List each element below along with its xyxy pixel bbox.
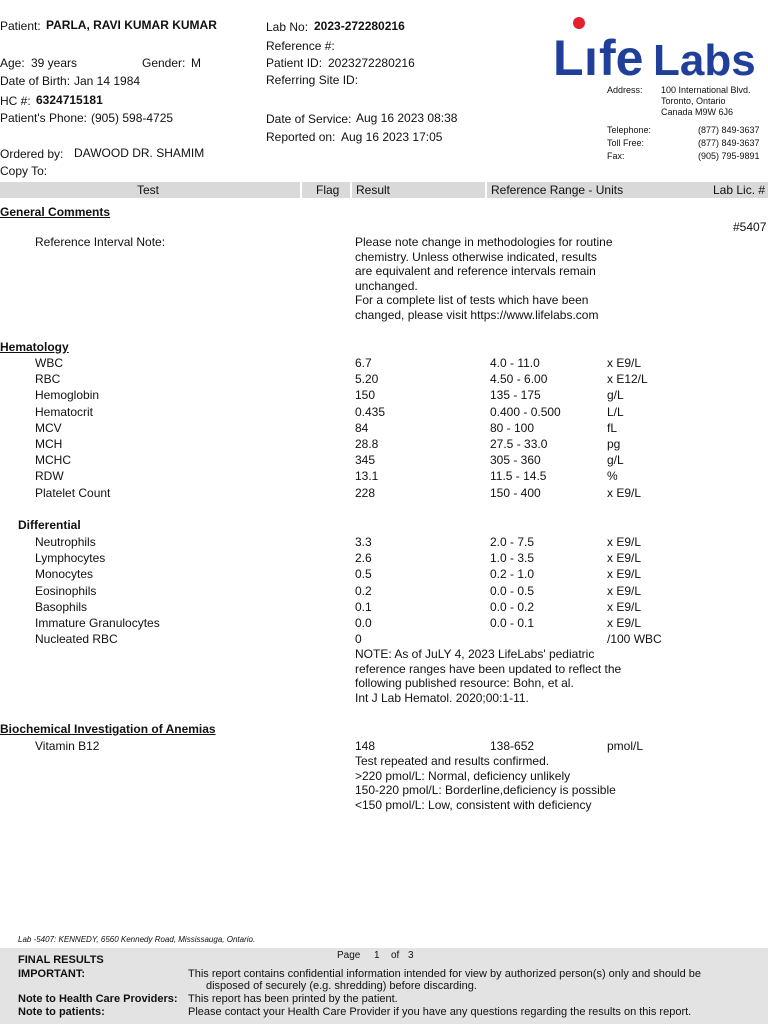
result-unit: x E9/L (607, 616, 642, 630)
lab-license-number: #5407 (733, 220, 767, 234)
result-row (0, 372, 768, 388)
page-label: Page (337, 950, 361, 961)
age-value: 39 years (31, 56, 78, 70)
reference-range: 0.400 - 0.500 (490, 404, 561, 419)
svg-text:L: L (553, 30, 584, 84)
result-unit: pmol/L (607, 739, 644, 753)
reported-on-label: Reported on: (266, 130, 336, 144)
test-name: Hematocrit (35, 404, 94, 419)
vitamin-b12-note (355, 754, 616, 812)
result-value: 0.0 (355, 616, 372, 630)
test-name: Eosinophils (35, 583, 97, 598)
note-line: following published resource: Bohn, et al. (355, 676, 574, 690)
result-value: 13.1 (355, 469, 379, 484)
note-line: Please note change in methodologies for routine (355, 235, 613, 249)
result-value: 5.20 (355, 372, 379, 387)
test-name: Nucleated RBC (35, 632, 118, 647)
address-line-2: Toronto, Ontario (661, 96, 726, 106)
column-flag: Flag (316, 183, 340, 197)
test-name: Platelet Count (35, 485, 111, 500)
patient-note-label: Note to patients: (18, 1006, 105, 1018)
patient-id-value: 2023272280216 (328, 56, 415, 70)
result-value: 345 (355, 453, 376, 468)
result-unit: g/L (607, 453, 624, 468)
footer-bar (0, 948, 768, 1024)
lifelabs-logo (553, 14, 768, 84)
result-value: 0.435 (355, 404, 386, 419)
telephone-label: Telephone: (607, 125, 652, 135)
reference-range: 27.5 - 33.0 (490, 437, 548, 451)
page-total: 3 (408, 950, 414, 961)
reference-range: 80 - 100 (490, 420, 535, 435)
result-unit: x E9/L (607, 535, 642, 549)
result-row (0, 632, 768, 648)
hcp-note-label: Note to Health Care Providers: (18, 993, 178, 1005)
result-row (0, 584, 768, 600)
result-value: 0.2 (355, 583, 372, 598)
ordered-by-label: Ordered by: (0, 147, 64, 161)
page-of-label: of (391, 950, 400, 961)
result-row (0, 469, 768, 485)
result-row (0, 356, 768, 372)
age-label: Age: (0, 56, 25, 70)
result-unit: x E9/L (607, 551, 642, 566)
telephone-value: (877) 849-3637 (698, 125, 760, 135)
differential-heading: Differential (18, 518, 81, 532)
reference-range: 0.2 - 1.0 (490, 567, 535, 582)
reference-range: 2.0 - 7.5 (490, 535, 535, 549)
anemia-heading: Biochemical Investigation of Anemias (0, 722, 216, 736)
result-unit: x E9/L (607, 599, 642, 614)
test-name: Neutrophils (35, 535, 96, 549)
gender-label: Gender: (142, 56, 186, 70)
note-line: For a complete list of tests which have been (355, 293, 589, 307)
dob-value: Jan 14 1984 (74, 74, 141, 88)
copy-to-label: Copy To: (0, 164, 48, 178)
column-result: Result (356, 183, 391, 197)
lab-no-value: 2023-272280216 (314, 19, 405, 33)
result-value: 0.5 (355, 567, 372, 582)
result-unit: x E12/L (607, 372, 648, 387)
hc-value: 6324715181 (36, 93, 103, 107)
address-line-3: Canada M9W 6J6 (661, 107, 734, 117)
result-value: 6.7 (355, 356, 372, 370)
column-reference-range: Reference Range - Units (491, 183, 624, 197)
reference-range: 4.50 - 6.00 (490, 372, 548, 387)
reference-range: 0.0 - 0.5 (490, 583, 535, 598)
note-line: NOTE: As of JuLY 4, 2023 LifeLabs' pediatric (355, 647, 595, 661)
test-name: WBC (35, 356, 63, 370)
important-text-1: This report contains confidential information intended for view by authorized person(s) only and should be (188, 968, 702, 980)
note-line: >220 pmol/L: Normal, deficiency unlikely (355, 768, 571, 783)
reference-range: 0.0 - 0.2 (490, 599, 535, 614)
note-line: Int J Lab Hematol. 2020;00:1-11. (355, 690, 529, 705)
test-name: Lymphocytes (35, 551, 106, 566)
page-number: 1 (374, 950, 380, 961)
result-row (0, 600, 768, 616)
reference-label: Reference #: (266, 39, 335, 53)
test-name: MCH (35, 437, 63, 451)
svg-text:Labs: Labs (653, 36, 756, 84)
note-line: unchanged. (355, 278, 418, 293)
reference-interval-note (355, 235, 613, 322)
note-line: 150-220 pmol/L: Borderline,deficiency is possible (355, 783, 616, 797)
toll-free-label: Toll Free: (607, 138, 645, 148)
result-unit: g/L (607, 388, 624, 403)
note-line: changed, please visit https://www.lifelabs.com (355, 307, 599, 322)
result-unit: /100 WBC (607, 632, 662, 647)
svg-text:ı: ı (584, 30, 598, 84)
result-value: 150 (355, 388, 376, 403)
result-row (0, 486, 768, 502)
result-unit: x E9/L (607, 567, 642, 582)
result-row (0, 405, 768, 421)
result-unit: x E9/L (607, 583, 642, 598)
result-unit: x E9/L (607, 356, 642, 370)
reference-range: 1.0 - 3.5 (490, 551, 535, 566)
address-line-1: 100 International Blvd. (661, 85, 751, 95)
ordered-by-value: DAWOOD DR. SHAMIM (74, 146, 205, 160)
svg-text:fe: fe (599, 30, 644, 84)
note-line: are equivalent and reference intervals remain (355, 264, 596, 278)
patient-name: PARLA, RAVI KUMAR KUMAR (46, 18, 217, 32)
gender-value: M (191, 56, 201, 70)
result-row (0, 551, 768, 567)
phone-value: (905) 598-4725 (91, 111, 174, 125)
result-unit: % (607, 469, 618, 484)
result-row (0, 453, 768, 469)
result-value: 148 (355, 739, 376, 753)
result-value: 2.6 (355, 551, 372, 566)
test-name: MCHC (35, 453, 71, 468)
test-name: RBC (35, 372, 61, 387)
result-value: 84 (355, 420, 369, 435)
reference-interval-note-label: Reference Interval Note: (35, 235, 166, 249)
note-line: chemistry. Unless otherwise indicated, results (355, 249, 597, 264)
address-label: Address: (607, 85, 643, 95)
test-name: Hemoglobin (35, 388, 100, 403)
reference-range: 150 - 400 (490, 485, 541, 500)
result-row (0, 616, 768, 632)
reference-range: 138-652 (490, 739, 535, 753)
result-row (0, 739, 768, 755)
final-results: FINAL RESULTS (18, 954, 104, 966)
reference-range: 4.0 - 11.0 (490, 356, 540, 370)
reference-range: 11.5 - 14.5 (490, 469, 547, 484)
referring-site-label: Referring Site ID: (266, 73, 359, 87)
important-label: IMPORTANT: (18, 968, 86, 980)
patient-name-label: Patient: (0, 19, 41, 33)
general-comments-heading: General Comments (0, 205, 111, 219)
toll-free-value: (877) 849-3637 (698, 138, 760, 148)
patient-note-text: Please contact your Health Care Provider if you have any questions regarding the results on this report. (188, 1006, 692, 1018)
dob-label: Date of Birth: (0, 74, 71, 88)
reference-range: 0.0 - 0.1 (490, 616, 535, 630)
result-row (0, 388, 768, 404)
note-line: <150 pmol/L: Low, consistent with deficiency (355, 797, 592, 812)
hematology-heading: Hematology (0, 340, 69, 354)
date-of-service-label: Date of Service: (266, 112, 352, 126)
result-value: 0 (355, 632, 362, 647)
result-unit: pg (607, 437, 621, 451)
result-value: 3.3 (355, 535, 372, 549)
result-row (0, 567, 768, 583)
test-name: Basophils (35, 599, 88, 614)
result-row (0, 421, 768, 437)
result-value: 228 (355, 485, 376, 500)
result-unit: L/L (607, 404, 624, 419)
test-name: MCV (35, 420, 62, 435)
test-name: Vitamin B12 (35, 739, 100, 753)
fax-value: (905) 795-9891 (698, 151, 760, 161)
fax-label: Fax: (607, 151, 625, 161)
hcp-note-text: This report has been printed by the patient. (188, 993, 398, 1005)
result-row (0, 437, 768, 453)
result-value: 28.8 (355, 437, 379, 451)
hc-label: HC #: (0, 94, 31, 108)
result-row (0, 535, 768, 551)
reference-range: 305 - 360 (490, 453, 541, 468)
result-value: 0.1 (355, 599, 372, 614)
lab-location-line: Lab -5407: KENNEDY, 6560 Kennedy Road, Mississauga, Ontario. (18, 935, 256, 944)
note-line: reference ranges have been updated to reflect the (355, 661, 622, 676)
test-name: Monocytes (35, 567, 94, 582)
lifelabs-logo-graphic (553, 14, 768, 84)
reference-range: 135 - 175 (490, 388, 541, 403)
result-unit: x E9/L (607, 485, 642, 500)
patient-id-label: Patient ID: (266, 56, 323, 70)
reported-on-value: Aug 16 2023 17:05 (341, 130, 443, 144)
column-test: Test (137, 183, 160, 197)
lab-no-label: Lab No: (266, 20, 309, 34)
results-table-header (0, 182, 768, 198)
note-line: Test repeated and results confirmed. (355, 754, 550, 768)
date-of-service-value: Aug 16 2023 08:38 (356, 111, 458, 125)
result-unit: fL (607, 420, 618, 435)
important-text-2: disposed of securely (e.g. shredding) before discarding. (206, 980, 477, 992)
column-lab-license: Lab Lic. # (713, 183, 766, 197)
differential-note (355, 647, 621, 705)
test-name: Immature Granulocytes (35, 616, 160, 630)
test-name: RDW (35, 469, 64, 484)
phone-label: Patient's Phone: (0, 111, 88, 125)
